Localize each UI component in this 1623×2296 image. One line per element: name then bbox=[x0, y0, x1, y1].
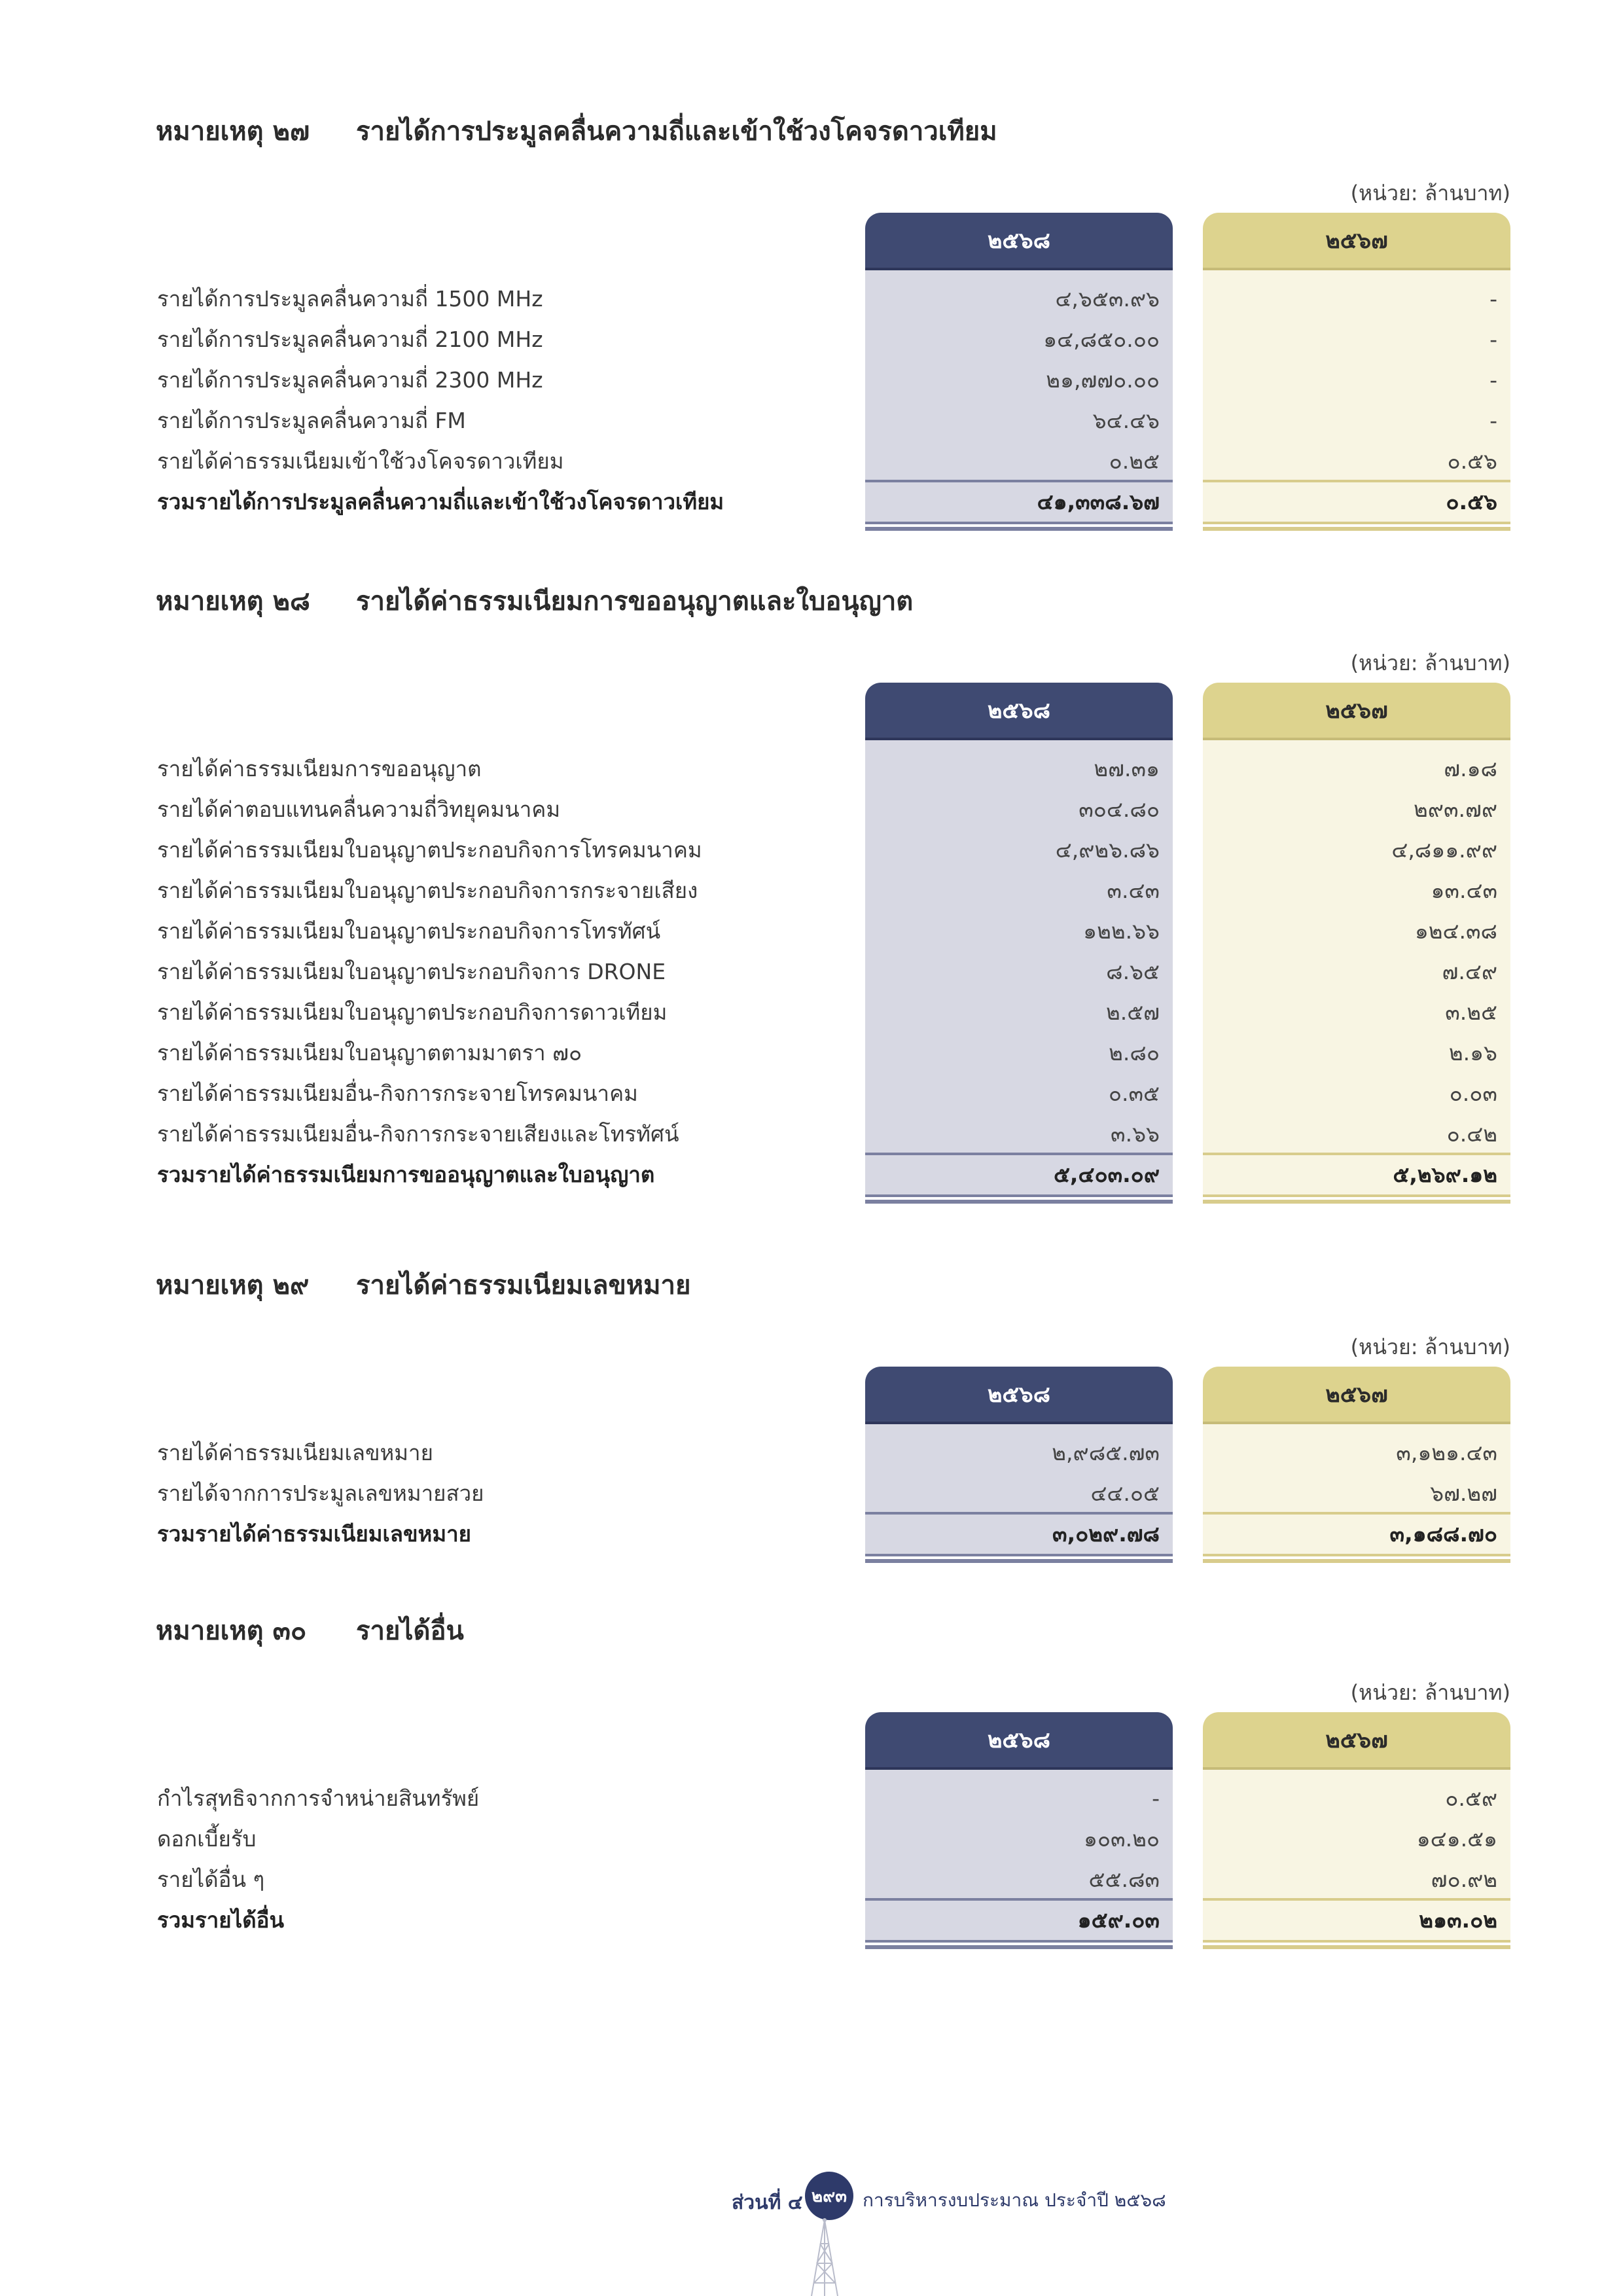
previous-value: ๒.๑๖ bbox=[1448, 1039, 1497, 1066]
current-value: ๑๐๓.๒๐ bbox=[1083, 1825, 1160, 1852]
row-label: รายได้จากการประมูลเลขหมายสวย bbox=[157, 1480, 484, 1506]
note-title: รายได้ค่าธรรมเนียมการขออนุญาตและใบอนุญาต bbox=[356, 586, 914, 617]
total-current-value: ๑๕๙.๐๓ bbox=[1077, 1907, 1160, 1933]
previous-value: ๐.๐๓ bbox=[1449, 1080, 1497, 1106]
table-row bbox=[0, 1473, 1623, 1513]
note-heading bbox=[156, 1611, 464, 1650]
current-value: ๓๐๔.๘๐ bbox=[1079, 796, 1160, 822]
total-current-value: ๕,๔๐๓.๐๙ bbox=[1053, 1161, 1160, 1187]
total-rule-current bbox=[865, 1153, 1173, 1155]
total-previous-value: ๒๑๓.๐๒ bbox=[1419, 1907, 1497, 1933]
total-rule-previous bbox=[1203, 480, 1510, 482]
row-label: รายได้ค่าธรรมเนียมเลขหมาย bbox=[157, 1439, 433, 1465]
previous-value: ๖๗.๒๗ bbox=[1430, 1480, 1497, 1506]
row-label: รายได้ค่าธรรมเนียมใบอนุญาตประกอบกิจการโทรทัศน์ bbox=[157, 918, 661, 944]
table-row bbox=[0, 1778, 1623, 1818]
previous-year-header: ๒๕๖๗ bbox=[1203, 1367, 1510, 1424]
table-row bbox=[0, 400, 1623, 440]
row-label: รายได้ค่าธรรมเนียมใบอนุญาตประกอบกิจการดาวเทียม bbox=[157, 999, 668, 1025]
current-value: ๑๒๒.๖๖ bbox=[1083, 918, 1160, 944]
total-double-rule-previous bbox=[1203, 1554, 1510, 1563]
row-label: รายได้การประมูลคลื่นความถี่ FM bbox=[157, 407, 466, 433]
table-row bbox=[0, 359, 1623, 400]
total-label: รวมรายได้ค่าธรรมเนียมการขออนุญาตและใบอนุญาต bbox=[157, 1161, 655, 1187]
previous-value: ๐.๔๒ bbox=[1446, 1121, 1497, 1147]
previous-value: ๗๐.๙๒ bbox=[1431, 1866, 1497, 1892]
table-row bbox=[0, 278, 1623, 319]
total-current-value: ๓,๐๒๙.๗๘ bbox=[1052, 1520, 1160, 1547]
row-label: รายได้ค่าธรรมเนียมการขออนุญาต bbox=[157, 755, 482, 781]
previous-value: ๓,๑๒๑.๔๓ bbox=[1396, 1439, 1497, 1465]
table-row bbox=[0, 829, 1623, 870]
current-value: ๑๔,๘๕๐.๐๐ bbox=[1043, 326, 1160, 352]
footer-part-label: ส่วนที่ ๔ bbox=[732, 2191, 803, 2214]
note-heading bbox=[156, 111, 997, 151]
total-row bbox=[0, 1154, 1623, 1194]
row-label: รายได้ค่าตอบแทนคลื่นความถี่วิทยุคมนาคม bbox=[157, 796, 561, 822]
total-rule-current bbox=[865, 1512, 1173, 1515]
previous-value: - bbox=[1489, 285, 1497, 312]
row-label: รายได้ค่าธรรมเนียมใบอนุญาตประกอบกิจการกระจายเสียง bbox=[157, 877, 698, 903]
unit-label: (หน่วย: ล้านบาท) bbox=[1350, 1335, 1510, 1359]
total-double-rule-current bbox=[865, 522, 1173, 531]
total-row bbox=[0, 1899, 1623, 1940]
total-label: รวมรายได้อื่น bbox=[157, 1907, 285, 1933]
row-label: รายได้ค่าธรรมเนียมอื่น-กิจการกระจายเสียงและโทรทัศน์ bbox=[157, 1121, 679, 1147]
total-rule-current bbox=[865, 480, 1173, 482]
note-number: หมายเหตุ ๒๘ bbox=[156, 586, 310, 617]
note-title: รายได้อื่น bbox=[356, 1616, 464, 1646]
row-label: รายได้ค่าธรรมเนียมใบอนุญาตตามมาตรา ๗๐ bbox=[157, 1039, 582, 1066]
previous-value: ๑๔๑.๕๑ bbox=[1416, 1825, 1497, 1852]
row-label: รายได้อื่น ๆ bbox=[157, 1866, 265, 1892]
current-year-header: ๒๕๖๘ bbox=[865, 683, 1173, 740]
current-value: ๖๔.๔๖ bbox=[1092, 407, 1160, 433]
previous-value: - bbox=[1489, 407, 1497, 433]
row-label: รายได้ค่าธรรมเนียมใบอนุญาตประกอบกิจการ DRONE bbox=[157, 958, 666, 984]
row-label: รายได้ค่าธรรมเนียมอื่น-กิจการกระจายโทรคมนาคม bbox=[157, 1080, 638, 1106]
current-value: ๔,๖๕๓.๙๖ bbox=[1055, 285, 1160, 312]
current-year-header: ๒๕๖๘ bbox=[865, 213, 1173, 270]
row-label: รายได้การประมูลคลื่นความถี่ 2100 MHz bbox=[157, 326, 543, 352]
current-value: ๒๑,๗๗๐.๐๐ bbox=[1046, 367, 1160, 393]
row-label: รายได้ค่าธรรมเนียมใบอนุญาตประกอบกิจการโทรคมนาคม bbox=[157, 836, 702, 863]
total-double-rule-current bbox=[865, 1554, 1173, 1563]
current-value: ๒๗.๓๑ bbox=[1094, 755, 1160, 781]
unit-label: (หน่วย: ล้านบาท) bbox=[1350, 1680, 1510, 1705]
table-row bbox=[0, 1432, 1623, 1473]
table-row bbox=[0, 1113, 1623, 1154]
previous-value: ๔,๘๑๑.๙๙ bbox=[1391, 836, 1497, 863]
row-label: กำไรสุทธิจากการจำหน่ายสินทรัพย์ bbox=[157, 1785, 480, 1811]
note-title: รายได้การประมูลคลื่นความถี่และเข้าใช้วงโคจรดาวเทียม bbox=[356, 117, 997, 147]
previous-value: ๐.๕๙ bbox=[1445, 1785, 1497, 1811]
total-rule-previous bbox=[1203, 1512, 1510, 1515]
table-row bbox=[0, 319, 1623, 359]
unit-label: (หน่วย: ล้านบาท) bbox=[1350, 181, 1510, 206]
previous-value: ๐.๕๖ bbox=[1447, 448, 1497, 474]
unit-label: (หน่วย: ล้านบาท) bbox=[1350, 651, 1510, 675]
total-previous-value: ๕,๒๖๙.๑๒ bbox=[1393, 1161, 1497, 1187]
total-double-rule-current bbox=[865, 1194, 1173, 1204]
table-row bbox=[0, 1859, 1623, 1899]
table-row bbox=[0, 1032, 1623, 1073]
current-year-header: ๒๕๖๘ bbox=[865, 1367, 1173, 1424]
row-label: รายได้ค่าธรรมเนียมเข้าใช้วงโคจรดาวเทียม bbox=[157, 448, 564, 474]
total-row bbox=[0, 481, 1623, 522]
current-value: ๔,๙๒๖.๘๖ bbox=[1055, 836, 1160, 863]
previous-value: ๗.๔๙ bbox=[1442, 958, 1497, 984]
table-row bbox=[0, 1818, 1623, 1859]
current-year-header: ๒๕๖๘ bbox=[865, 1712, 1173, 1770]
previous-value: ๑๒๔.๓๘ bbox=[1414, 918, 1497, 944]
current-value: ๔๔.๐๕ bbox=[1090, 1480, 1160, 1506]
previous-year-header: ๒๕๖๗ bbox=[1203, 1712, 1510, 1770]
table-row bbox=[0, 910, 1623, 951]
total-previous-value: ๓,๑๘๘.๗๐ bbox=[1389, 1520, 1497, 1547]
page-number-badge: ๒๙๓ bbox=[805, 2172, 853, 2220]
previous-value: - bbox=[1489, 367, 1497, 393]
total-row bbox=[0, 1513, 1623, 1554]
previous-value: - bbox=[1489, 326, 1497, 352]
table-row bbox=[0, 748, 1623, 789]
current-value: ๐.๒๕ bbox=[1109, 448, 1160, 474]
table-row bbox=[0, 951, 1623, 992]
current-value: ๒.๕๗ bbox=[1105, 999, 1160, 1025]
footer-publication-title: การบริหารงบประมาณ ประจำปี ๒๕๖๘ bbox=[863, 2189, 1166, 2211]
previous-value: ๒๙๓.๗๙ bbox=[1414, 796, 1497, 822]
page-footer bbox=[0, 2172, 1623, 2295]
current-value: ๒,๙๘๕.๗๓ bbox=[1052, 1439, 1160, 1465]
total-label: รวมรายได้ค่าธรรมเนียมเลขหมาย bbox=[157, 1520, 471, 1547]
note-heading bbox=[156, 1265, 690, 1304]
previous-value: ๓.๒๕ bbox=[1445, 999, 1497, 1025]
note-number: หมายเหตุ ๒๗ bbox=[156, 117, 310, 147]
current-value: ๘.๖๕ bbox=[1106, 958, 1160, 984]
note-heading bbox=[156, 581, 913, 620]
row-label: รายได้การประมูลคลื่นความถี่ 2300 MHz bbox=[157, 367, 543, 393]
table-row bbox=[0, 870, 1623, 910]
table-row bbox=[0, 789, 1623, 829]
current-value: ๓.๔๓ bbox=[1107, 877, 1160, 903]
current-value: ๐.๓๕ bbox=[1108, 1080, 1160, 1106]
total-rule-previous bbox=[1203, 1898, 1510, 1901]
total-double-rule-previous bbox=[1203, 1194, 1510, 1204]
total-previous-value: ๐.๕๖ bbox=[1446, 488, 1497, 514]
total-rule-current bbox=[865, 1898, 1173, 1901]
total-double-rule-previous bbox=[1203, 1940, 1510, 1949]
current-value: ๓.๖๖ bbox=[1111, 1121, 1160, 1147]
note-number: หมายเหตุ ๓๐ bbox=[156, 1616, 307, 1646]
previous-year-header: ๒๕๖๗ bbox=[1203, 683, 1510, 740]
total-label: รวมรายได้การประมูลคลื่นความถี่และเข้าใช้วงโคจรดาวเทียม bbox=[157, 488, 724, 514]
previous-value: ๗.๑๘ bbox=[1444, 755, 1497, 781]
total-double-rule-current bbox=[865, 1940, 1173, 1949]
transmission-tower-icon bbox=[798, 2217, 851, 2296]
row-label: รายได้การประมูลคลื่นความถี่ 1500 MHz bbox=[157, 285, 543, 312]
note-title: รายได้ค่าธรรมเนียมเลขหมาย bbox=[356, 1270, 691, 1300]
current-value: ๒.๘๐ bbox=[1109, 1039, 1160, 1066]
previous-value: ๑๓.๔๓ bbox=[1431, 877, 1497, 903]
current-value: - bbox=[1152, 1785, 1160, 1811]
row-label: ดอกเบี้ยรับ bbox=[157, 1825, 257, 1852]
table-row bbox=[0, 992, 1623, 1032]
total-rule-previous bbox=[1203, 1153, 1510, 1155]
total-double-rule-previous bbox=[1203, 522, 1510, 531]
table-row bbox=[0, 1073, 1623, 1113]
current-value: ๕๕.๘๓ bbox=[1088, 1866, 1160, 1892]
previous-year-header: ๒๕๖๗ bbox=[1203, 213, 1510, 270]
total-current-value: ๔๑,๓๓๘.๖๗ bbox=[1037, 488, 1160, 514]
note-number: หมายเหตุ ๒๙ bbox=[156, 1270, 310, 1300]
table-row bbox=[0, 440, 1623, 481]
